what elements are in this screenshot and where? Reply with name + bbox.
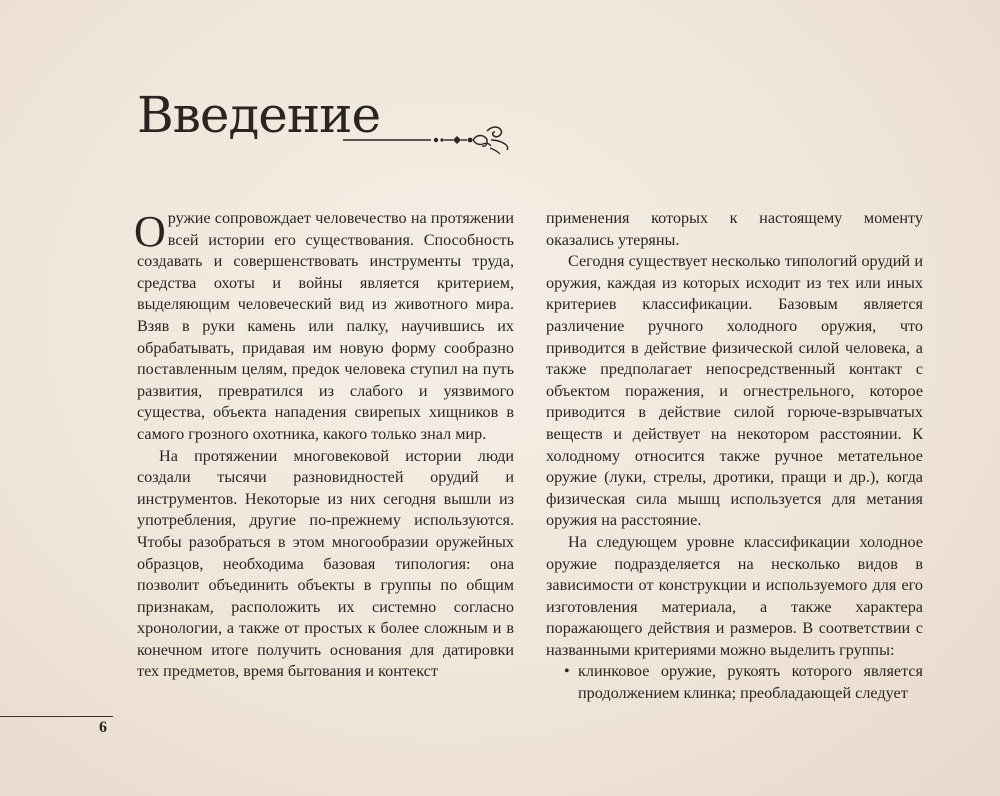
right-text-column [546, 208, 923, 705]
paragraph-continuation: применения которых к настоящему моменту оказались утеряны. [546, 209, 923, 249]
page-number: 6 [99, 719, 107, 736]
left-text-column [134, 207, 514, 683]
list-item: • клинковое оружие, рукоять которого является продолжением клинка; преобладающей следует [546, 661, 923, 704]
drop-cap: О [134, 207, 166, 256]
paragraph-classification: Сегодня существует несколько типологий орудий и оружия, каждая из которых исходит из тех или иных критериев классификации. Базовым является различение ручного холодного оружия, что приводится в действие физической силой человека, а также предполагает непосредственный контакт с объектом поражения, и огнестрельного, которое приводится в действие силой горюче-взрывчатых веществ и действует на некотором расстоянии. К холодному относится также ручное метательное оружие (луки, стрелы, дротики, пращи и др.), когда физическая сила мышц используется для метания оружия на расстояние. [546, 252, 923, 530]
paragraph-next-level: На следующем уровне классификации холодное оружие подразделяется на несколько видов в зависимости от конструкции и используемого для его изготовления материала, а также характера поражающего действия и размеров. В соответствии с названными критериями можно выделить группы: [546, 532, 923, 659]
title-flourish-ornament [343, 118, 515, 158]
footer-rule [0, 716, 113, 717]
weapon-group-list [546, 661, 923, 704]
page-title: Введение [137, 86, 381, 144]
paragraph-typology-need: На протяжении многовековой истории люди создали тысячи разновидностей орудий и инструментов. Некоторые из них сегодня вышли из употребления, другие по-прежнему используются. Чтобы разобраться в этом многообразии оружейных образцов, необходима базовая типология: она позволит объединить объекты в группы по общим признакам, расположить их системно согласно хронологии, а также от простых к более сложным и в конечном итоге получить основания для датировки тех предметов, время бытования и контекст [137, 446, 514, 681]
paragraph-intro [134, 207, 514, 446]
paragraph-intro-text: ружие сопровождает человечество на протяжении всей истории его существования. Способность создавать и совершенствовать инструменты труда, средства охоты и войны является критерием, выделяющим человеческий вид из животного мира. Взяв в руки камень или палку, научившись их обрабатывать, придавая им новую форму сообразно поставленным целям, предок человека ступил на путь развития, превратился из слабого и уязвимого существа, объекта нападения свирепых хищников в самого грозного охотника, какого только знал мир. [137, 209, 514, 443]
